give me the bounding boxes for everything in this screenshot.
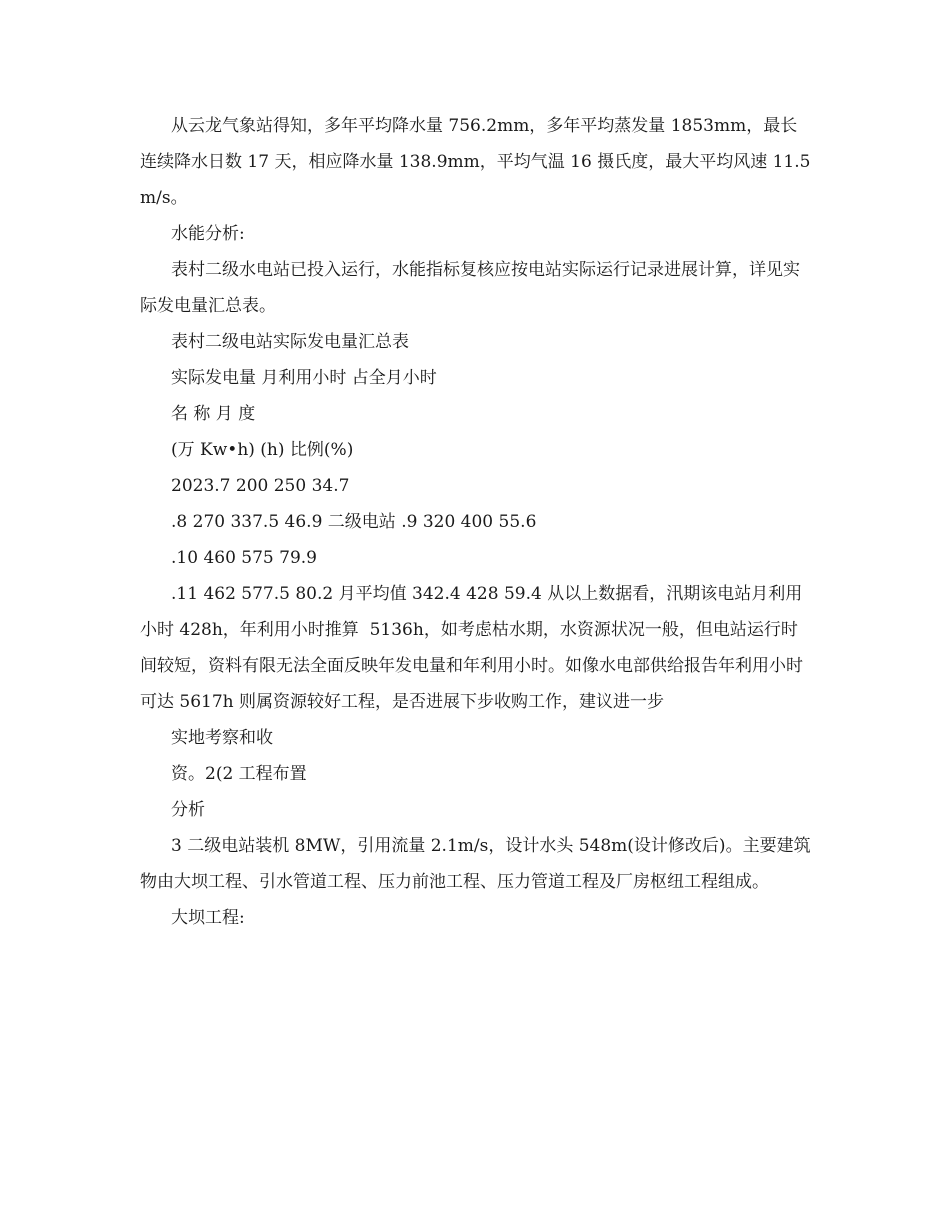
heading-hydro-analysis: 水能分析: [171, 224, 245, 244]
table-title: 表村二级电站实际发电量汇总表 [171, 332, 409, 352]
table-row: .10 460 575 79.9 [171, 548, 317, 568]
paragraph-station-spec: 3 二级电站装机 8MW，引用流量 2.1m/s，设计水头 548m(设计修改后)。主要建筑物由大坝工程、引水管道工程、压力前池工程、压力管道工程及厂房枢纽工程组成。 [140, 836, 811, 892]
table-header-row-1: 实际发电量 月利用小时 占全月小时 [171, 368, 437, 388]
table-row: 2023.7 200 250 34.7 [171, 476, 350, 496]
document-body [140, 108, 812, 936]
paragraph-climate: 从云龙气象站得知，多年平均降水量 756.2mm，多年平均蒸发量 1853mm，最长连续降水日数 17 天，相应降水量 138.9mm，平均气温 16 摄氏度，最大平均风速 11.5m/s。 [140, 116, 811, 208]
table-header-row-3: (万 Kw•h) (h) 比例(%) [171, 440, 354, 460]
heading-layout: 资。2(2 工程布置 [171, 764, 307, 784]
paragraph-fragment: 实地考察和收 [171, 728, 273, 748]
table-header-row-2: 名 称 月 度 [171, 404, 256, 424]
heading-dam-works: 大坝工程: [171, 908, 245, 928]
paragraph-data-analysis: .11 462 577.5 80.2 月平均值 342.4 428 59.4 从以上数据看，汛期该电站月利用小时 428h，年利用小时推算 5136h，如考虑枯水期，水资源状况一般，但电站运行时间较短，资料有限无法全面反映年发电量和年利用小时。如像水电部供给报告年利用小时可达 5617h 则属资源较好工程，是否进展下步收购工作，建议进一步 [140, 584, 803, 712]
table-row: .8 270 337.5 46.9 二级电站 .9 320 400 55.6 [171, 512, 537, 532]
heading-analysis: 分析 [171, 800, 205, 820]
paragraph-hydro-intro: 表村二级水电站已投入运行，水能指标复核应按电站实际运行记录进展计算，详见实际发电量汇总表。 [140, 260, 800, 316]
